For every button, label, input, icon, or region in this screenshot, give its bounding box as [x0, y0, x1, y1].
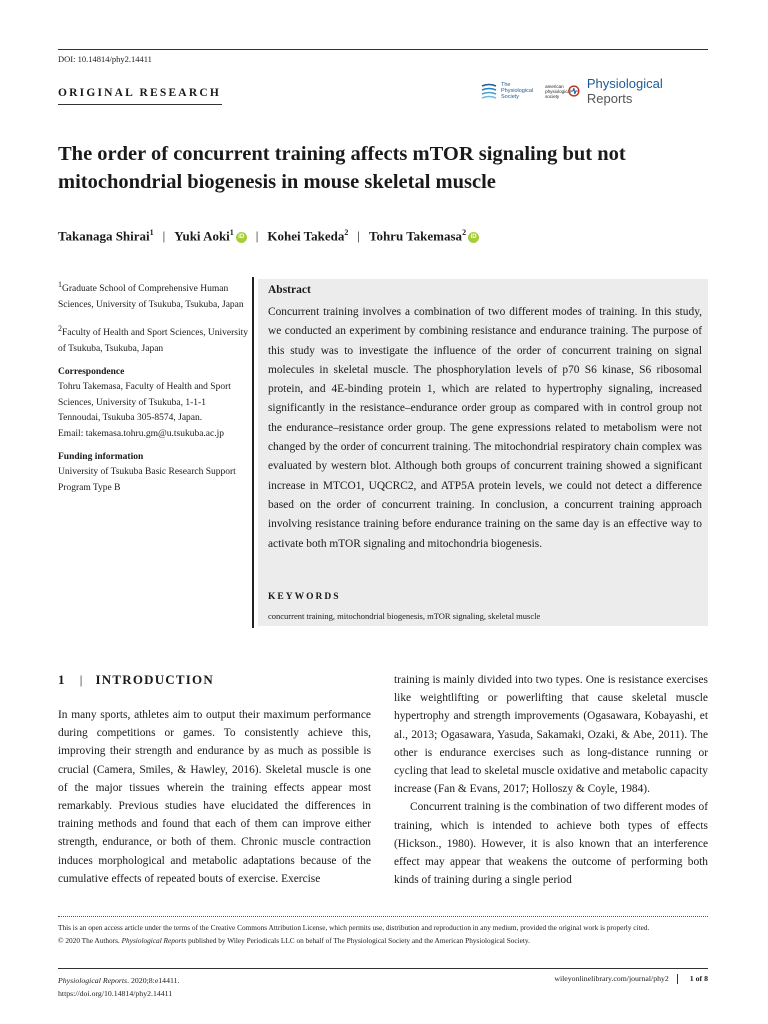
affiliation-2	[58, 321, 248, 357]
affiliation-text: Faculty of Health and Sport Sciences, University of Tsukuba, Tsukuba, Japan	[58, 328, 249, 354]
funding-heading: Funding information	[58, 451, 144, 462]
journal-site-link[interactable]: wileyonlinelibrary.com/journal/phy2	[554, 974, 669, 983]
society-line-2: Physiological	[501, 88, 534, 94]
author-affiliation: 1	[229, 228, 234, 237]
citation-journal: Physiological Reports	[58, 976, 128, 985]
society-line-1: The	[501, 82, 511, 88]
author-name: Takanaga Shirai	[58, 228, 150, 244]
section-underline	[58, 104, 222, 105]
copyright-text: © 2020 The Authors.	[58, 935, 122, 945]
funding-block	[58, 450, 248, 496]
keywords-heading: KEYWORDS	[268, 592, 341, 602]
abstract-heading: Abstract	[268, 284, 311, 296]
author-affiliation: 1	[149, 228, 154, 237]
author-affiliation: 2	[344, 228, 349, 237]
section-title: INTRODUCTION	[95, 672, 214, 687]
section-number: 1	[58, 672, 66, 687]
abstract-text: Concurrent training involves a combination of two different modes of training. In this study, we conducted an experiment by combining resistance and endurance training. The purpose of this study was to investigate the influence of the order of concurrent training on signal molecules in skeletal muscle. The phosphorylation levels of p70 S6 kinase, S6 ribosomal protein, and 4E-binding protein 1, which are related to hypertrophy signaling, increased significantly in the resistance–endurance order group as compared with in control group not the endurance–resistance order group. The gene expressions related to metabolism were not changed by the order of concurrent training. The mitochondrial respiratory chain complex was evaluated by western blot. Although both groups of concurrent training showed a significant increase in MTCO1, UQCRC2, and ATP5A protein levels, we could not detect a difference based on the order of concurrent training. In conclusion, a concurrent training approach involving resistance training before endurance training on the same day is an effective way to activate both mTOR signaling and mitochondria biogenesis.	[268, 306, 702, 550]
author-name: Yuki Aoki	[174, 228, 230, 244]
body-column-right	[394, 671, 708, 889]
keywords-text: concurrent training, mitochondrial biogenesis, mTOR signaling, skeletal muscle	[268, 611, 541, 621]
article-sidebar	[58, 277, 248, 504]
doi-link[interactable]: https://doi.org/10.14814/phy2.14411	[58, 989, 173, 998]
footer-right	[500, 974, 708, 984]
copyright-text: published by Wiley Periodicals LLC on behalf of The Physiological Society and the American Physiological Society.	[186, 935, 530, 945]
affiliation-number: 2	[58, 323, 62, 333]
affiliation-text: Graduate School of Comprehensive Human Sciences, University of Tsukuba, Tsukuba, Japan	[58, 284, 244, 310]
license-text: This is an open access article under the terms of the Creative Commons Attribution License, which permits use, distribution and reproduction in any medium, provided the original work is properly cited.	[58, 923, 650, 932]
doi-line: DOI: 10.14814/phy2.14411	[58, 54, 152, 64]
physiological-society-logo	[480, 82, 533, 100]
paragraph: training is mainly divided into two types. One is resistance exercises like weightlifting or powerlifting that cause skeletal muscle hypertrophy and strength improvements (Ogasawara, Kobayashi, et al., 2013; Ogasawara, Yasuda, Sakamaki, Ozaki, & Abe, 2011). The other is endurance exercises such as long-distance running or cycling that lead to skeletal muscle oxidative and metabolic capacity increase (Fan & Evans, 2017; Holloszy & Coyle, 1984).	[394, 674, 708, 796]
abstract-divider	[252, 277, 254, 628]
copyright-journal: Physiological Reports	[121, 935, 187, 945]
aps-logo: american physiological society	[545, 83, 571, 99]
journal-logos	[480, 78, 710, 104]
footer-rule	[58, 968, 708, 969]
footnote-divider	[58, 916, 708, 917]
society-line-3: Society	[501, 94, 520, 100]
reports-mark-icon	[567, 84, 581, 98]
affiliation-number: 1	[58, 280, 62, 289]
society-mark-icon	[480, 82, 498, 100]
section-label: ORIGINAL RESEARCH	[58, 87, 221, 99]
affiliation-1	[58, 277, 248, 313]
footer-separator	[677, 974, 678, 984]
funding-text: University of Tsukuba Basic Research Support Program Type B	[58, 467, 236, 493]
author-list	[58, 228, 718, 244]
orcid-icon[interactable]: iD	[236, 232, 247, 243]
citation-block	[58, 974, 179, 1000]
journal-name-part1: Physiological	[586, 76, 663, 91]
journal-name-part2: Reports	[586, 91, 633, 106]
paragraph: Concurrent training is the combination of two different modes of training, which is intended to achieve both types of effects (Hickson., 1980). However, it is also known that an interference effect may appear that weakens the outcome of performing both kinds of training during a single period	[394, 801, 708, 887]
correspondence-block	[58, 365, 248, 442]
author-affiliation: 2	[462, 228, 467, 237]
top-rule	[58, 49, 708, 50]
article-title: The order of concurrent training affects mTOR signaling but not mitochondrial biogenesis in mouse skeletal muscle	[58, 143, 626, 193]
citation-text: . 2020;8:e14411.	[127, 976, 180, 985]
copyright-line	[58, 935, 708, 948]
license-note	[58, 922, 708, 947]
heading-separator: |	[79, 672, 84, 687]
page-number: 1 of 8	[689, 974, 708, 983]
correspondence-email[interactable]: Email: takemasa.tohru.gm@u.tsukuba.ac.jp	[58, 428, 224, 439]
section-heading-introduction	[58, 672, 214, 688]
correspondence-heading: Correspondence	[58, 366, 125, 377]
journal-name	[587, 76, 710, 106]
author-separator: |	[357, 228, 360, 244]
author-name: Kohei Takeda	[267, 228, 345, 244]
author-separator: |	[255, 228, 259, 244]
correspondence-address: Tohru Takemasa, Faculty of Health and Sport Sciences, University of Tsukuba, 1-1-1 Tennoudai, Tsukuba 305-8574, Japan.	[58, 382, 231, 424]
paragraph: In many sports, athletes aim to output their maximum performance during competitions or games. To consistently achieve this, improving their strength and endurance by as much as possible is crucial (Camera, Smiles, & Hawley, 2016). Skeletal muscle is one of the major tissues wherein the training effects appear most remarkably. Previous studies have elucidated the differences in training methods and found that each of them can improve either strength, endurance, or both of them. Chronic muscle contraction induces morphological and metabolic adaptations because of the cumulative effects of repeated bouts of exercise. Exercise	[58, 709, 371, 885]
orcid-icon[interactable]: iD	[468, 232, 479, 243]
author-name: Tohru Takemasa	[368, 228, 463, 244]
body-column-left	[58, 706, 371, 888]
author-separator: |	[162, 228, 166, 244]
